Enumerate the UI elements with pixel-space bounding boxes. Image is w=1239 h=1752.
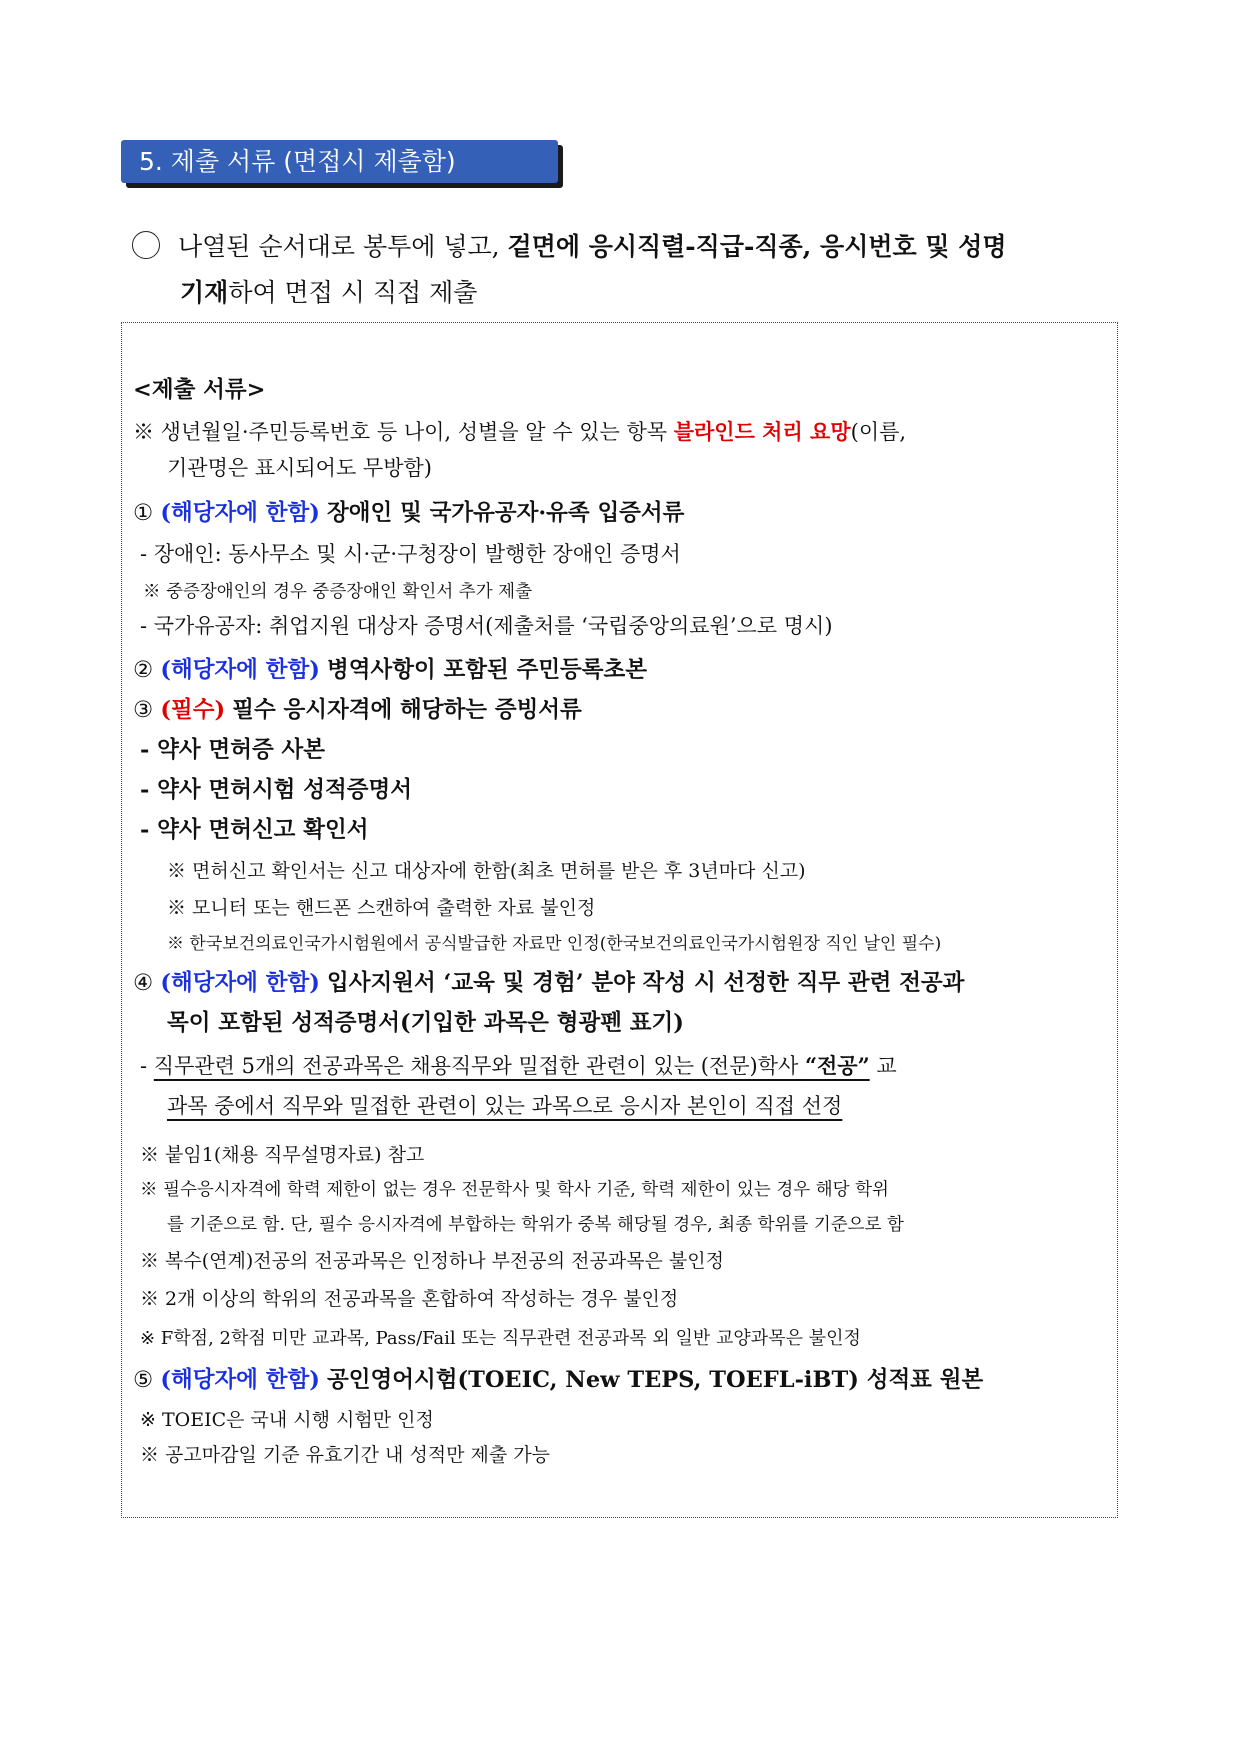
item-4-note-5: ※ F학점, 2학점 미만 교과목, Pass/Fail 또는 직무관련 전공과목 외 일반 교양과목은 불인정 [140, 1328, 861, 1349]
blind-highlight: 블라인드 처리 요망 [673, 419, 851, 444]
item-4-sub-1: - 직무관련 5개의 전공과목은 채용직무와 밀접한 관련이 있는 (전문)학사 “전공” 교 [140, 1053, 897, 1078]
item-1: ① (해당자에 한함) 장애인 및 국가유공자·유족 입증서류 [133, 500, 685, 526]
note-blind-cont: 기관명은 표시되어도 무방함) [167, 456, 432, 480]
item-3-sub-3: - 약사 면허신고 확인서 [140, 817, 369, 843]
item-1-sub-1: - 장애인: 동사무소 및 시·군·구청장이 발행한 장애인 증명서 [140, 542, 681, 566]
item-3-note-2: ※ 모니터 또는 핸드폰 스캔하여 출력한 자료 불인정 [167, 897, 596, 919]
item-2: ② (해당자에 한함) 병역사항이 포함된 주민등록초본 [133, 657, 647, 683]
box-title: <제출 서류> [133, 377, 266, 403]
item-4-note-3: ※ 복수(연계)전공의 전공과목은 인정하나 부전공의 전공과목은 불인정 [140, 1250, 724, 1272]
item-4-cont: 목이 포함된 성적증명서(기입한 과목은 형광펜 표기) [167, 1010, 684, 1036]
item-3-note-3: ※ 한국보건의료인국가시험원에서 공식발급한 자료만 인정(한국보건의료인국가시험원장 직인 날인 필수) [167, 934, 942, 954]
intro-line-1 [132, 224, 1122, 270]
item-4-note-1: ※ 붙임1(채용 직무설명자료) 참고 [140, 1144, 425, 1166]
intro-paragraph [132, 224, 1122, 316]
item-4: ④ (해당자에 한함) 입사지원서 ‘교육 및 경험’ 분야 작성 시 선정한 직무 관련 전공과 [133, 970, 965, 996]
item-3-note-1: ※ 면허신고 확인서는 신고 대상자에 한함(최초 면허를 받은 후 3년마다 신고) [167, 860, 806, 882]
item-1-tag: (해당자에 한함) [160, 500, 320, 526]
item-4-sub-2: 과목 중에서 직무와 밀접한 관련이 있는 과목으로 응시자 본인이 직접 선정 [167, 1094, 843, 1118]
item-5-note-2: ※ 공고마감일 기준 유효기간 내 성적만 제출 가능 [140, 1444, 551, 1466]
intro-text-bold-2: 기재 [180, 278, 229, 307]
item-3-sub-1: - 약사 면허증 사본 [140, 737, 325, 763]
item-4-note-4: ※ 2개 이상의 학위의 전공과목을 혼합하여 작성하는 경우 불인정 [140, 1288, 679, 1310]
item-5-tag: (해당자에 한함) [160, 1367, 320, 1393]
circle-bullet-icon [132, 231, 160, 259]
item-5: ⑤ (해당자에 한함) 공인영어시험(TOEIC, New TEPS, TOEFL-iBT) 성적표 원본 [133, 1367, 984, 1393]
item-1-sub-3: - 국가유공자: 취업지원 대상자 증명서(제출처를 ‘국립중앙의료원’으로 명시) [140, 614, 833, 638]
item-3: ③ (필수) 필수 응시자격에 해당하는 증빙서류 [133, 697, 582, 723]
item-2-tag: (해당자에 한함) [160, 657, 320, 683]
item-3-sub-2: - 약사 면허시험 성적증명서 [140, 777, 412, 803]
item-4-note-2: ※ 필수응시자격에 학력 제한이 없는 경우 전문학사 및 학사 기준, 학력 제한이 있는 경우 해당 학위 [140, 1180, 889, 1200]
intro-line-2 [132, 270, 1122, 316]
item-4-note-2-cont: 를 기준으로 함. 단, 필수 응시자격에 부합하는 학위가 중복 해당될 경우, 최종 학위를 기준으로 함 [167, 1215, 904, 1235]
intro-text-plain: 나열된 순서대로 봉투에 넣고, [178, 232, 508, 261]
item-1-sub-2: ※ 중증장애인의 경우 중증장애인 확인서 추가 제출 [143, 582, 532, 602]
item-4-tag: (해당자에 한함) [160, 970, 320, 996]
intro-text-bold: 겉면에 응시직렬-직급-직종, 응시번호 및 성명 [507, 232, 1007, 261]
section-heading: 5. 제출 서류 (면접시 제출함) [121, 140, 558, 183]
note-blind: ※ 생년월일·주민등록번호 등 나이, 성별을 알 수 있는 항목 블라인드 처리 요망(이름, [133, 419, 907, 444]
item-3-tag: (필수) [160, 697, 226, 723]
item-5-note-1: ※ TOEIC은 국내 시행 시험만 인정 [140, 1409, 434, 1431]
intro-text-plain-2: 하여 면접 시 직접 제출 [228, 278, 478, 307]
